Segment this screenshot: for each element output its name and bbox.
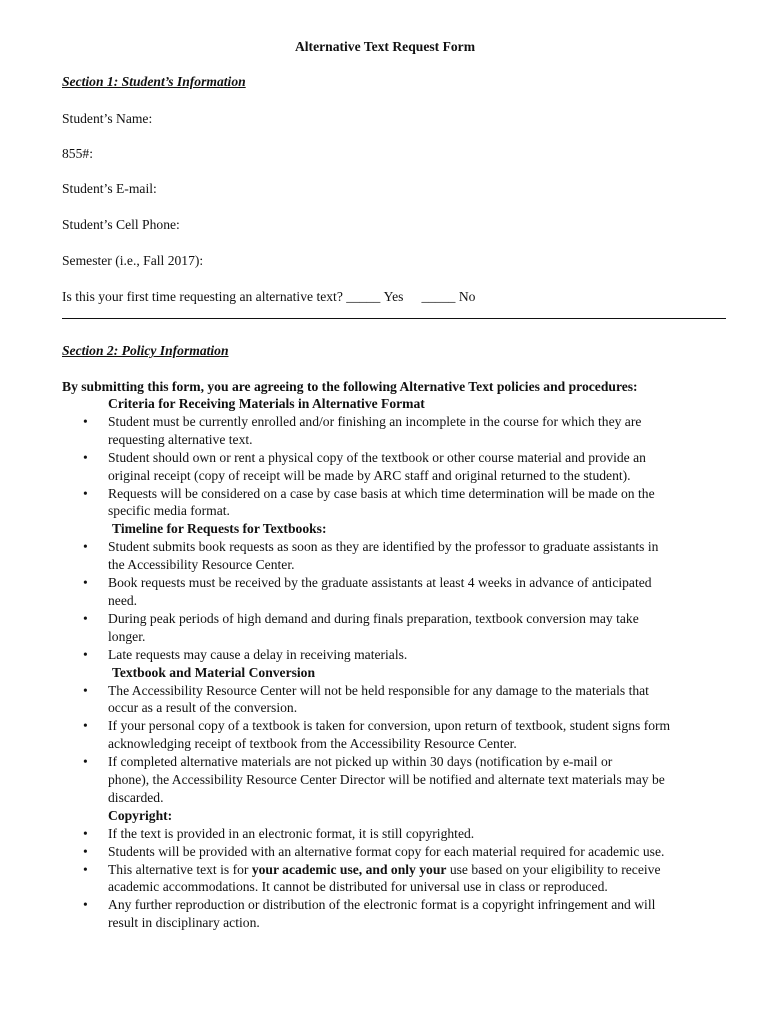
first-time-question-text: Is this your first time requesting an alternative text? [62, 289, 347, 304]
first-time-question [62, 288, 475, 306]
section-divider [62, 318, 726, 319]
timeline-list [62, 538, 742, 663]
list-item: • Student should own or rent a physical copy of the textbook or other course material and provide an original receipt (copy of receipt will be made by ARC staff and original returned to the student). [83, 449, 646, 483]
criteria-list [62, 413, 742, 520]
policy-intro: By submitting this form, you are agreeing to the following Alternative Text policies and procedures: [62, 379, 638, 394]
section-2-heading: Section 2: Policy Information [62, 343, 229, 358]
form-title: Alternative Text Request Form [294, 39, 476, 54]
yes-blank: _____ [346, 289, 381, 304]
list-item: • This alternative text is for your academic use, and only your use based on your eligibility to receive academic accommodations. It cannot be distributed for universal use in class or reproduced. [83, 861, 661, 895]
section-1-heading: Section 1: Student’s Information [62, 74, 246, 89]
bullet-icon: • [83, 646, 88, 662]
student-email-field: Student’s E-mail: [62, 181, 157, 196]
copyright-subheading: Copyright: [108, 807, 173, 823]
list-item: • Requests will be considered on a case by case basis at which time determination will be made on the specific media format. [83, 485, 655, 519]
bullet-icon: • [83, 575, 88, 591]
id-number-field: 855#: [62, 146, 93, 161]
copyright-list [62, 825, 742, 932]
semester-field: Semester (i.e., Fall 2017): [62, 253, 204, 268]
bullet-icon: • [83, 682, 88, 698]
bullet-icon: • [83, 610, 88, 626]
no-label: No [458, 289, 476, 304]
list-item: • During peak periods of high demand and during finals preparation, textbook conversion may take longer. [83, 610, 639, 644]
list-item: • Students will be provided with an alternative format copy for each material required for academic use. [83, 843, 665, 859]
policy-list [62, 395, 742, 932]
bullet-icon: • [83, 861, 88, 877]
bullet-icon: • [83, 413, 88, 429]
list-item: • If your personal copy of a textbook is taken for conversion, upon return of textbook, student signs form acknowledging receipt of textbook from the Accessibility Resource Center. [83, 718, 671, 752]
list-item: • If completed alternative materials are not picked up within 30 days (notification by e-mail or phone), the Accessibility Resource Center Director will be notified and alternate text materials may be discarded. [83, 754, 665, 805]
list-item: • Any further reproduction or distribution of the electronic format is a copyright infringement and will result in disciplinary action. [83, 897, 656, 931]
list-item: • Student submits book requests as soon as they are identified by the professor to graduate assistants in the Accessibility Resource Center. [83, 539, 659, 573]
bullet-icon: • [83, 449, 88, 465]
student-name-field: Student’s Name: [62, 111, 153, 126]
emphasis-text: your academic use, and only your [251, 861, 447, 877]
bullet-icon: • [83, 897, 88, 913]
no-blank: _____ [421, 289, 456, 304]
bullet-icon: • [83, 539, 88, 555]
bullet-icon: • [83, 825, 88, 841]
bullet-icon: • [83, 754, 88, 770]
bullet-icon: • [83, 485, 88, 501]
list-item: • Book requests must be received by the graduate assistants at least 4 weeks in advance of anticipated need. [83, 575, 652, 608]
list-item: • Student must be currently enrolled and/or finishing an incomplete in the course for which they are requesting alternative text. [83, 413, 642, 447]
list-item: • The Accessibility Resource Center will not be held responsible for any damage to the materials that occur as a result of the conversion. [83, 682, 649, 716]
list-item: • If the text is provided in an electronic format, it is still copyrighted. [83, 825, 475, 841]
bullet-icon: • [83, 718, 88, 734]
conversion-list [62, 682, 742, 807]
conversion-subheading: Textbook and Material Conversion [112, 664, 316, 680]
bullet-icon: • [83, 843, 88, 859]
criteria-subheading: Criteria for Receiving Materials in Alternative Format [108, 396, 425, 411]
timeline-subheading: Timeline for Requests for Textbooks: [112, 521, 327, 537]
list-item: • Late requests may cause a delay in receiving materials. [83, 646, 408, 662]
yes-label: Yes [383, 289, 404, 304]
student-phone-field: Student’s Cell Phone: [62, 217, 180, 232]
